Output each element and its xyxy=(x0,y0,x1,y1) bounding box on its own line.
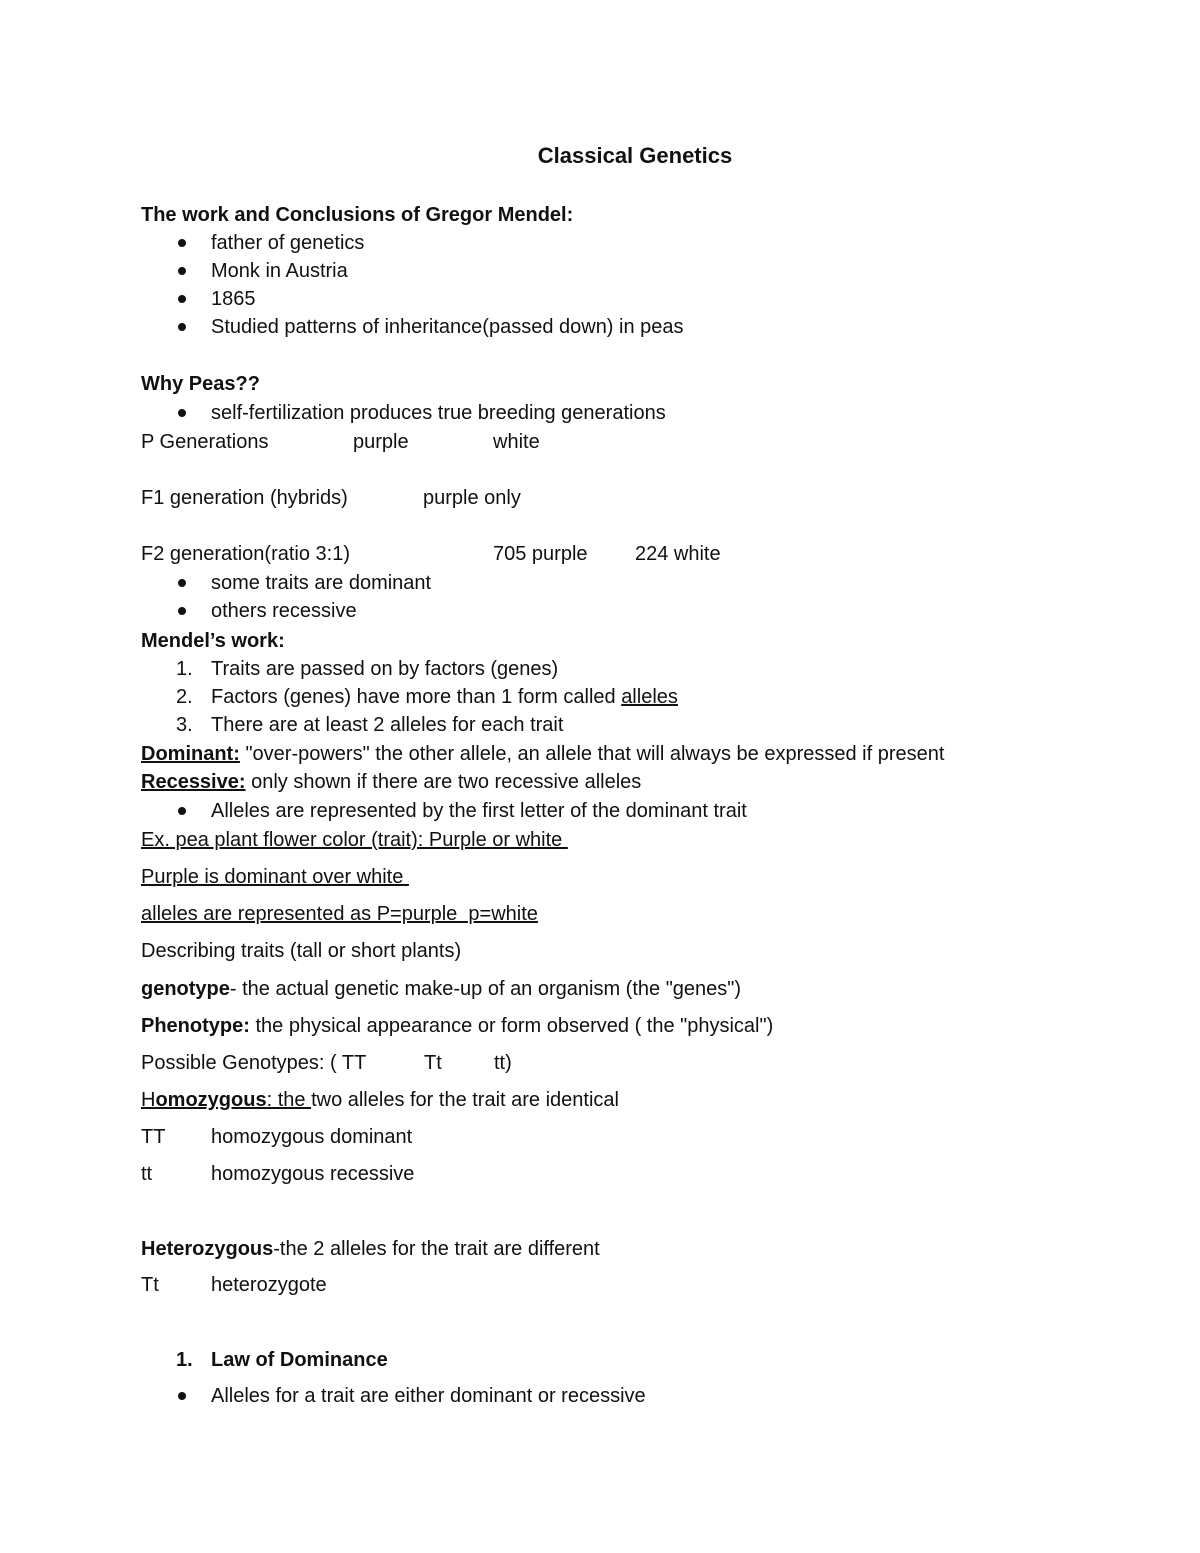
genotype-description: homozygous recessive xyxy=(211,1163,415,1185)
dominant-text: "over-powers" the other allele, an allele that will always be expressed if present xyxy=(239,743,945,765)
dominant-term: Dominant: xyxy=(141,743,240,765)
dominant-definition xyxy=(141,742,944,766)
example-line: alleles are represented as P=purple p=white xyxy=(141,903,538,925)
genotype-definition xyxy=(141,977,741,1001)
list-item: father of genetics xyxy=(211,232,365,254)
heterozygous-term: Heterozygous xyxy=(141,1238,274,1260)
f1-generation-label: F1 generation (hybrids) xyxy=(141,487,348,509)
list-number: 1. xyxy=(176,1349,193,1371)
list-item: There are at least 2 alleles for each trait xyxy=(211,714,564,736)
bullet-icon xyxy=(178,323,186,331)
f2-generation-purple: 705 purple xyxy=(493,543,588,565)
recessive-term: Recessive: xyxy=(141,771,246,793)
p-generation-white: white xyxy=(493,431,540,453)
p-generation-label: P Generations xyxy=(141,431,269,453)
homozygous-initial: H xyxy=(141,1089,156,1111)
list-item: Traits are passed on by factors (genes) xyxy=(211,658,559,680)
homozygous-colon: : the xyxy=(266,1089,312,1111)
f1-generation-result: purple only xyxy=(423,487,521,509)
mendels-work-heading: Mendel’s work: xyxy=(141,630,285,652)
genotype-description: heterozygote xyxy=(211,1274,327,1296)
genotype-code: TT xyxy=(141,1126,166,1148)
bullet-icon xyxy=(178,295,186,303)
list-item: others recessive xyxy=(211,600,357,622)
describing-traits: Describing traits (tall or short plants) xyxy=(141,940,462,962)
phenotype-term: Phenotype: xyxy=(141,1015,250,1037)
mendel-heading: The work and Conclusions of Gregor Mendel: xyxy=(141,204,574,226)
list-item: some traits are dominant xyxy=(211,572,432,594)
possible-genotypes: Possible Genotypes: ( TT xyxy=(141,1052,367,1074)
list-number: 2. xyxy=(176,686,193,708)
bullet-icon xyxy=(178,239,186,247)
bullet-icon xyxy=(178,607,186,615)
list-number: 1. xyxy=(176,658,193,680)
page-title: Classical Genetics xyxy=(537,143,733,168)
list-item: 1865 xyxy=(211,288,256,310)
genotype-description: homozygous dominant xyxy=(211,1126,413,1148)
example-line: Ex. pea plant flower color (trait): Purple or white xyxy=(141,829,568,851)
phenotype-definition xyxy=(141,1014,773,1038)
law-of-dominance-heading: Law of Dominance xyxy=(211,1349,388,1371)
genotype-tt-hetero: Tt xyxy=(424,1052,442,1074)
bullet-icon xyxy=(178,807,186,815)
genotype-tt-recessive: tt) xyxy=(494,1052,512,1074)
bullet-icon xyxy=(178,1392,186,1400)
f2-generation-label: F2 generation(ratio 3:1) xyxy=(141,543,351,565)
homozygous-term: omozygous xyxy=(155,1089,267,1111)
phenotype-text: the physical appearance or form observed ( the "physical") xyxy=(249,1015,774,1037)
genotype-code: Tt xyxy=(141,1274,159,1296)
recessive-definition xyxy=(141,770,641,794)
list-item-text: Factors (genes) have more than 1 form called xyxy=(211,686,622,708)
list-item: Studied patterns of inheritance(passed down) in peas xyxy=(211,316,684,338)
why-peas-heading: Why Peas?? xyxy=(141,373,260,395)
list-item xyxy=(211,685,678,709)
recessive-text: only shown if there are two recessive alleles xyxy=(245,771,642,793)
genotype-term: genotype xyxy=(141,978,230,1000)
genotype-code: tt xyxy=(141,1163,153,1185)
heterozygous-text: -the 2 alleles for the trait are different xyxy=(273,1238,600,1260)
list-item: Alleles are represented by the first letter of the dominant trait xyxy=(211,800,747,822)
list-item: Monk in Austria xyxy=(211,260,348,282)
list-number: 3. xyxy=(176,714,193,736)
example-line: Purple is dominant over white xyxy=(141,866,409,888)
heterozygous-definition xyxy=(141,1237,600,1261)
alleles-term: alleles xyxy=(621,686,678,708)
f2-generation-white: 224 white xyxy=(635,543,721,565)
homozygous-text: two alleles for the trait are identical xyxy=(311,1089,619,1111)
bullet-icon xyxy=(178,267,186,275)
bullet-icon xyxy=(178,409,186,417)
list-item: Alleles for a trait are either dominant or recessive xyxy=(211,1385,646,1407)
homozygous-definition xyxy=(141,1088,619,1112)
genotype-text: - the actual genetic make-up of an organism (the "genes") xyxy=(229,978,742,1000)
p-generation-purple: purple xyxy=(353,431,409,453)
bullet-icon xyxy=(178,579,186,587)
list-item: self-fertilization produces true breeding generations xyxy=(211,402,666,424)
